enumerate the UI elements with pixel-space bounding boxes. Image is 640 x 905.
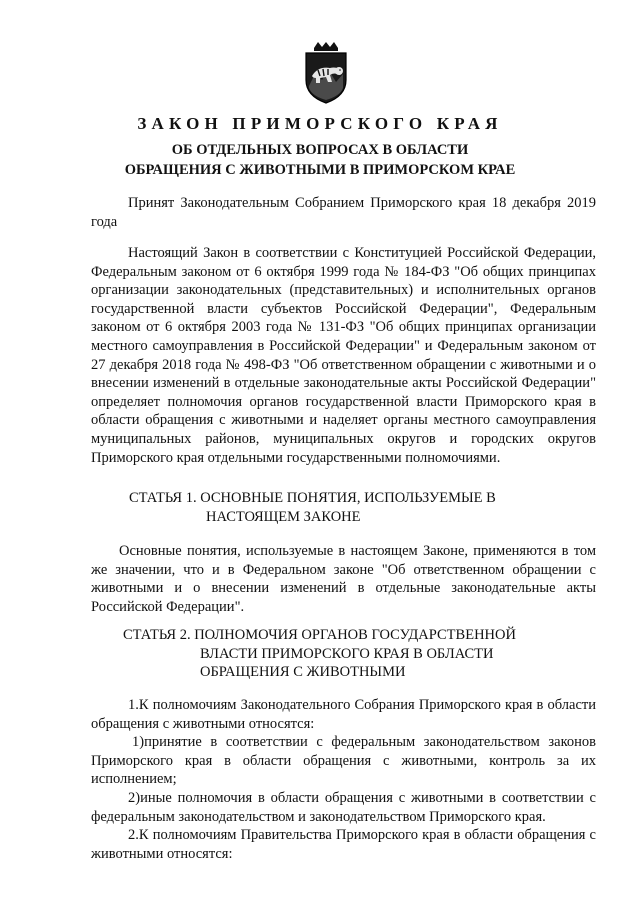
article-2-item-2: 2)иные полномочия в области обращения с животными в соответствии с федеральным законодательством и законодательством Приморского края. (91, 790, 596, 825)
adoption-statement: Принят Законодательным Собранием Приморского края 18 декабря 2019 года (91, 195, 596, 230)
article-1-text: Основные понятия, используемые в настоящем Законе, применяются в том же значении, что и в Федеральном законе "Об ответственном обращении с животными и о внесении изменений в отдельные законодательные акты Российской Федерации". (91, 543, 596, 615)
coat-of-arms-tiger-icon (300, 42, 352, 104)
law-subtitle-line: ОБ ОТДЕЛЬНЫХ ВОПРОСАХ В ОБЛАСТИ (171, 142, 469, 158)
article-1-heading-line: НАСТОЯЩЕМ ЗАКОНЕ (206, 508, 361, 525)
law-title: ЗАКОН ПРИМОРСКОГО КРАЯ (137, 114, 503, 133)
law-subtitle-line: ОБРАЩЕНИЯ С ЖИВОТНЫМИ В ПРИМОРСКОМ КРАЕ (124, 162, 516, 178)
article-2-heading-line: ОБРАЩЕНИЯ С ЖИВОТНЫМИ (200, 664, 406, 681)
article-2-paragraph-2: 2.К полномочиям Правительства Приморского края в области обращения с животными относятся: (91, 827, 596, 862)
article-2-paragraph-1: 1.К полномочиям Законодательного Собрания Приморского края в области обращения с животными относятся: (91, 697, 596, 732)
law-subtitle (0, 140, 640, 180)
article-2-heading (123, 626, 516, 682)
article-2-heading-line: СТАТЬЯ 2. ПОЛНОМОЧИЯ ОРГАНОВ ГОСУДАРСТВЕННОЙ (123, 627, 516, 643)
article-2-item-1: 1)принятие в соответствии с федеральным законодательством законов Приморского края в области обращения с животными, контроль за их исполнением; (91, 734, 596, 788)
article-1-heading-line: СТАТЬЯ 1. ОСНОВНЫЕ ПОНЯТИЯ, ИСПОЛЬЗУЕМЫЕ В (129, 490, 496, 506)
article-2-heading-line: ВЛАСТИ ПРИМОРСКОГО КРАЯ В ОБЛАСТИ (200, 645, 494, 662)
preamble-paragraph: Настоящий Закон в соответствии с Конституцией Российской Федерации, Федеральным законом от 6 октября 1999 года № 184-ФЗ "Об общих принципах организации законодательных (представительных) и исполнительных органов государственной власти субъектов Российской Федерации", Федеральным законом от 6 октября 2003 года № 131-ФЗ "Об общих принципах организации местного самоуправления в Российской Федерации" и Федеральным законом от 27 декабря 2018 года № 498-ФЗ "Об ответственном обращении с животными и о внесении изменений в отдельные законодательные акты Российской Федерации" определяет полномочия органов государственной власти Приморского края в области обращения с животными и наделяет органы местного самоуправления муниципальных районов, муниципальных округов и городских округов Приморского края отдельными государственными полномочиями. (91, 245, 596, 466)
article-1-heading (129, 489, 496, 526)
